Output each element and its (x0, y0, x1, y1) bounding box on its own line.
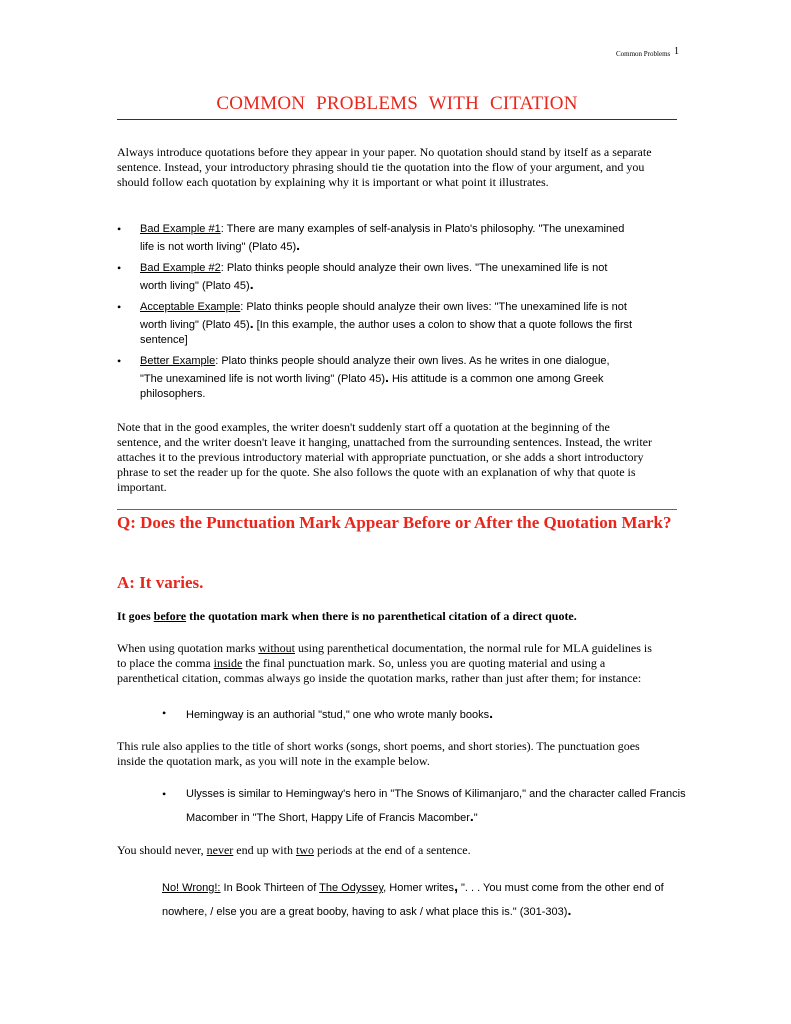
example-text: : There are many examples of self-analysis in Plato's philosophy. "The unexamined (220, 223, 625, 235)
paragraph-text: the final punctuation mark. So, unless you are quoting material and using a parenthetical citation, commas always go inside the quotation marks, rather than just after them; for instance: (117, 656, 642, 685)
paragraph-text: using parenthetical documentation, the normal rule for MLA guidelines is to place the comma (117, 641, 652, 670)
example-text: Hemingway is an authorial "stud," one who wrote manly books (186, 709, 490, 721)
book-title: The Odyssey (319, 882, 384, 894)
example-label: Bad Example #1 (140, 223, 221, 235)
running-head (616, 46, 679, 58)
running-title: Common Problems (615, 50, 671, 58)
example-period: . (296, 237, 301, 253)
example-text: : Plato thinks people should analyze their own lives. As he writes in one dialogue, (215, 355, 610, 367)
answer-heading: A: It varies. (117, 573, 204, 592)
paragraph-text: end up with (233, 843, 296, 857)
paragraph-emphasis: never (206, 843, 234, 857)
example-comma: , (454, 878, 458, 894)
example-text: : Plato thinks people should analyze their own lives: "The unexamined life is not (240, 301, 627, 313)
example-text: : Plato thinks people should analyze their own lives. "The unexamined life is not (220, 262, 608, 274)
examples-list (117, 219, 662, 405)
example-period: . (249, 276, 254, 292)
paragraph-emphasis: two (295, 843, 314, 857)
mla-paragraph (117, 641, 657, 686)
example-text: Ulysses is similar to Hemingway's hero in "The Snows of Kilimanjaro," and the character called Francis Macomber in "The Short, Happy Life of Francis Macomber (186, 788, 686, 824)
example-period: . (469, 808, 474, 824)
document-title: COMMON PROBLEMS WITH CITATION (117, 93, 677, 120)
paragraph-text: periods at the end of a sentence. (313, 843, 471, 857)
list-item-better-example (117, 351, 662, 405)
paragraph-emphasis: inside (213, 656, 243, 670)
paragraph-text: You should never, (117, 843, 207, 857)
example-note: [In this example, the author uses a colon to show that a quote follows the first sentence] (140, 319, 633, 346)
list-item-bad-example-2 (117, 258, 662, 297)
two-periods-line (117, 843, 657, 858)
example-close-quote: " (473, 812, 478, 824)
paragraph-text: When using quotation marks (117, 641, 259, 655)
paragraph-emphasis: without (258, 641, 295, 655)
rule-emphasis: before (153, 609, 187, 623)
example-label: Better Example (140, 355, 216, 367)
no-wrong-example (162, 875, 672, 923)
example-period: . (567, 902, 572, 918)
example-period: . (385, 369, 389, 385)
ulysses-example (162, 783, 686, 829)
example-text: worth living" (Plato 45) (140, 280, 250, 292)
section-divider (117, 509, 677, 510)
no-wrong-label: No! Wrong!: (162, 882, 221, 894)
example-label: Acceptable Example (140, 301, 241, 313)
rule-text: It goes (117, 609, 154, 623)
good-examples-paragraph: Note that in the good examples, the writer doesn't suddenly start off a quotation at the beginning of the sentence, and the writer doesn't leave it hanging, unattached from the surrounding sentences. Instead, the writer attaches it to the previous introductory material with appropriate punctuation, or she adds a short introductory phrase to set the reader up for the quote. She also follows the quote with an explanation of why that quote is important. (117, 420, 652, 494)
example-text: ". . . You must come from the other end of nowhere, / else you are a great booby, having to ask / what place this is." (301-303) (162, 882, 664, 918)
hemingway-example (162, 703, 686, 726)
rule-statement (117, 609, 577, 624)
question-heading: Q: Does the Punctuation Mark Appear Before or After the Quotation Mark? (117, 513, 672, 532)
example-text: life is not worth living" (Plato 45) (140, 241, 297, 253)
list-item-acceptable-example (117, 297, 662, 351)
example-text: In Book Thirteen of (220, 882, 320, 894)
example-note: His attitude is a common one among Greek philosophers. (140, 373, 604, 400)
intro-paragraph: Always introduce quotations before they appear in your paper. No quotation should stand by itself as a separate sentence. Instead, your introductory phrasing should tie the quotation into the flow of your argument, and you should follow each quotation by explaining why it is important or what point it illustrates. (117, 145, 652, 189)
example-period: . (489, 705, 494, 721)
list-item-bad-example-1 (117, 219, 662, 258)
example-label: Bad Example #2 (140, 262, 221, 274)
page-number: 1 (674, 46, 679, 57)
example-text: "The unexamined life is not worth living" (Plato 45) (140, 373, 386, 385)
example-period: . (249, 315, 254, 331)
example-text: worth living" (Plato 45) (140, 319, 250, 331)
rule-text: the quotation mark when there is no parenthetical citation of a direct quote. (186, 609, 577, 623)
example-text: , Homer writes (383, 882, 455, 894)
short-works-paragraph: This rule also applies to the title of short works (songs, short poems, and short stories). The punctuation goes inside the quotation mark, as you will note in the example below. (117, 739, 640, 768)
